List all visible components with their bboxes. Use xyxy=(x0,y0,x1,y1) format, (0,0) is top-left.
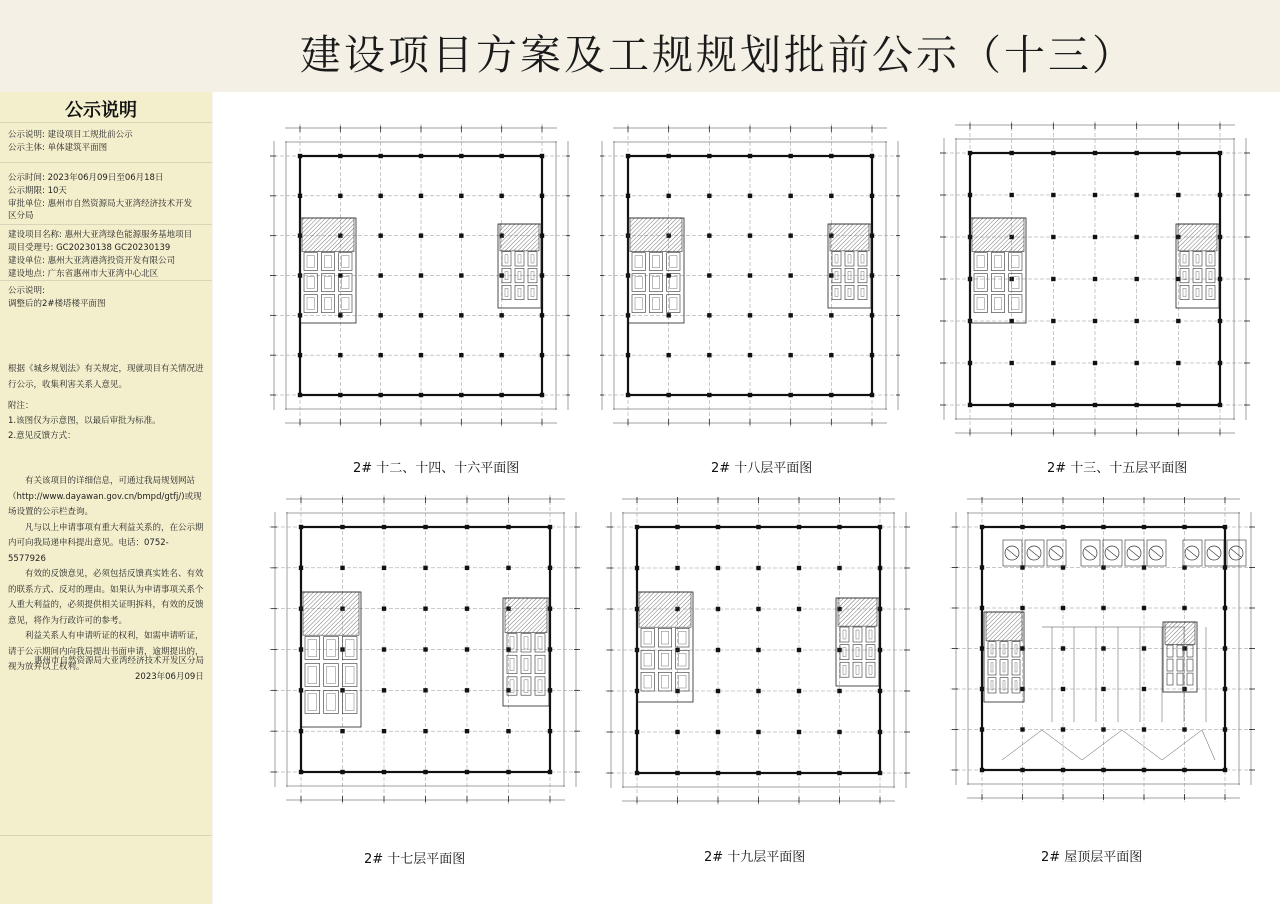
floor-plan-19 xyxy=(605,497,910,815)
floor-plan-drawing xyxy=(950,497,1255,822)
signature: 惠州市自然资源局大亚湾经济技术开发区分局 xyxy=(34,656,205,666)
law-text: 根据《城乡规划法》有关规定，现就项目有关情况进行公示，收集利害关系人意见。 xyxy=(8,364,204,390)
notice-sidebar xyxy=(0,92,212,904)
floor-plan-drawing xyxy=(265,492,590,812)
divider xyxy=(0,122,212,123)
plan-caption: 2# 屋顶层平面图 xyxy=(1041,850,1143,865)
info-line: 调整后的2#楼塔楼平面图 xyxy=(8,299,106,309)
notice-date: 2023年06月09日 xyxy=(135,672,204,682)
divider xyxy=(0,224,212,225)
title-bar xyxy=(0,0,1280,92)
note-item: 1.该图仅为示意图，以最后审批为标准。 xyxy=(8,416,161,426)
plan-caption: 2# 十八层平面图 xyxy=(711,461,813,476)
floor-plan-13-15 xyxy=(940,108,1250,453)
info-line: 公示时间: 2023年06月09日至06月18日 xyxy=(8,173,164,183)
feedback-paragraph: 有关该项目的详细信息，可通过我局规划网站（http://www.dayawan.gov.cn/bmpd/gtfj/)或现场设置的公示栏查询。 凡与以上申请事项有重大利益关系的，在公示期内可向我局递申科提出意见。电话：0752-5577926 有效的反馈意见，必须包括反馈真实姓名、有效的联系方式、反对的理由。如果认为申请事项关系个人重大利益的，必须提供相关证明拆料，有效的反馈意见，将作为行政许可的参考。 利益关系人有申请听证的权利，如需申请听证，请于公示期间内向我局提出书面申请，逾期提出的，视为放弃以上权利。 xyxy=(8,476,204,672)
plan-caption: 2# 十二、十四、十六平面图 xyxy=(353,461,520,476)
floor-plan-12-14-16 xyxy=(270,108,570,443)
plan-caption: 2# 十七层平面图 xyxy=(364,852,466,867)
divider xyxy=(0,835,212,836)
floor-plan-18 xyxy=(600,108,900,443)
info-line: 公示期限: 10天 xyxy=(8,186,67,196)
floor-plan-drawing xyxy=(270,108,570,443)
floor-plan-drawing xyxy=(605,497,910,815)
page-title: 建设项目方案及工规规划批前公示（十三） xyxy=(300,31,1136,79)
floor-plan-roof xyxy=(950,497,1255,822)
plan-caption: 2# 十九层平面图 xyxy=(704,850,806,865)
info-line: 建设项目名称: 惠州大亚湾绿色能源服务基地项目 xyxy=(8,230,193,240)
note-heading: 附注： xyxy=(8,401,34,411)
divider xyxy=(0,280,212,281)
notice-heading: 公示说明 xyxy=(65,100,137,121)
info-line: 公示说明: xyxy=(8,286,45,296)
floor-plan-drawing xyxy=(600,108,900,443)
info-line: 公示主体: 单体建筑平面图 xyxy=(8,143,108,153)
info-line: 公示说明: 建设项目工规批前公示 xyxy=(8,130,133,140)
plan-caption: 2# 十三、十五层平面图 xyxy=(1047,461,1188,476)
floor-plan-drawing xyxy=(940,108,1250,453)
info-line: 区分局 xyxy=(8,211,34,221)
info-line: 建设单位: 惠州大亚湾港湾投资开发有限公司 xyxy=(8,256,176,266)
info-line: 项目受理号: GC20230138 GC20230139 xyxy=(8,243,171,253)
floor-plan-17 xyxy=(265,492,590,812)
divider xyxy=(0,162,212,163)
note-item: 2.意见反馈方式： xyxy=(8,431,76,441)
info-line: 审批单位: 惠州市自然资源局大亚湾经济技术开发 xyxy=(8,199,193,209)
info-line: 建设地点: 广东省惠州市大亚湾中心北区 xyxy=(8,269,159,279)
